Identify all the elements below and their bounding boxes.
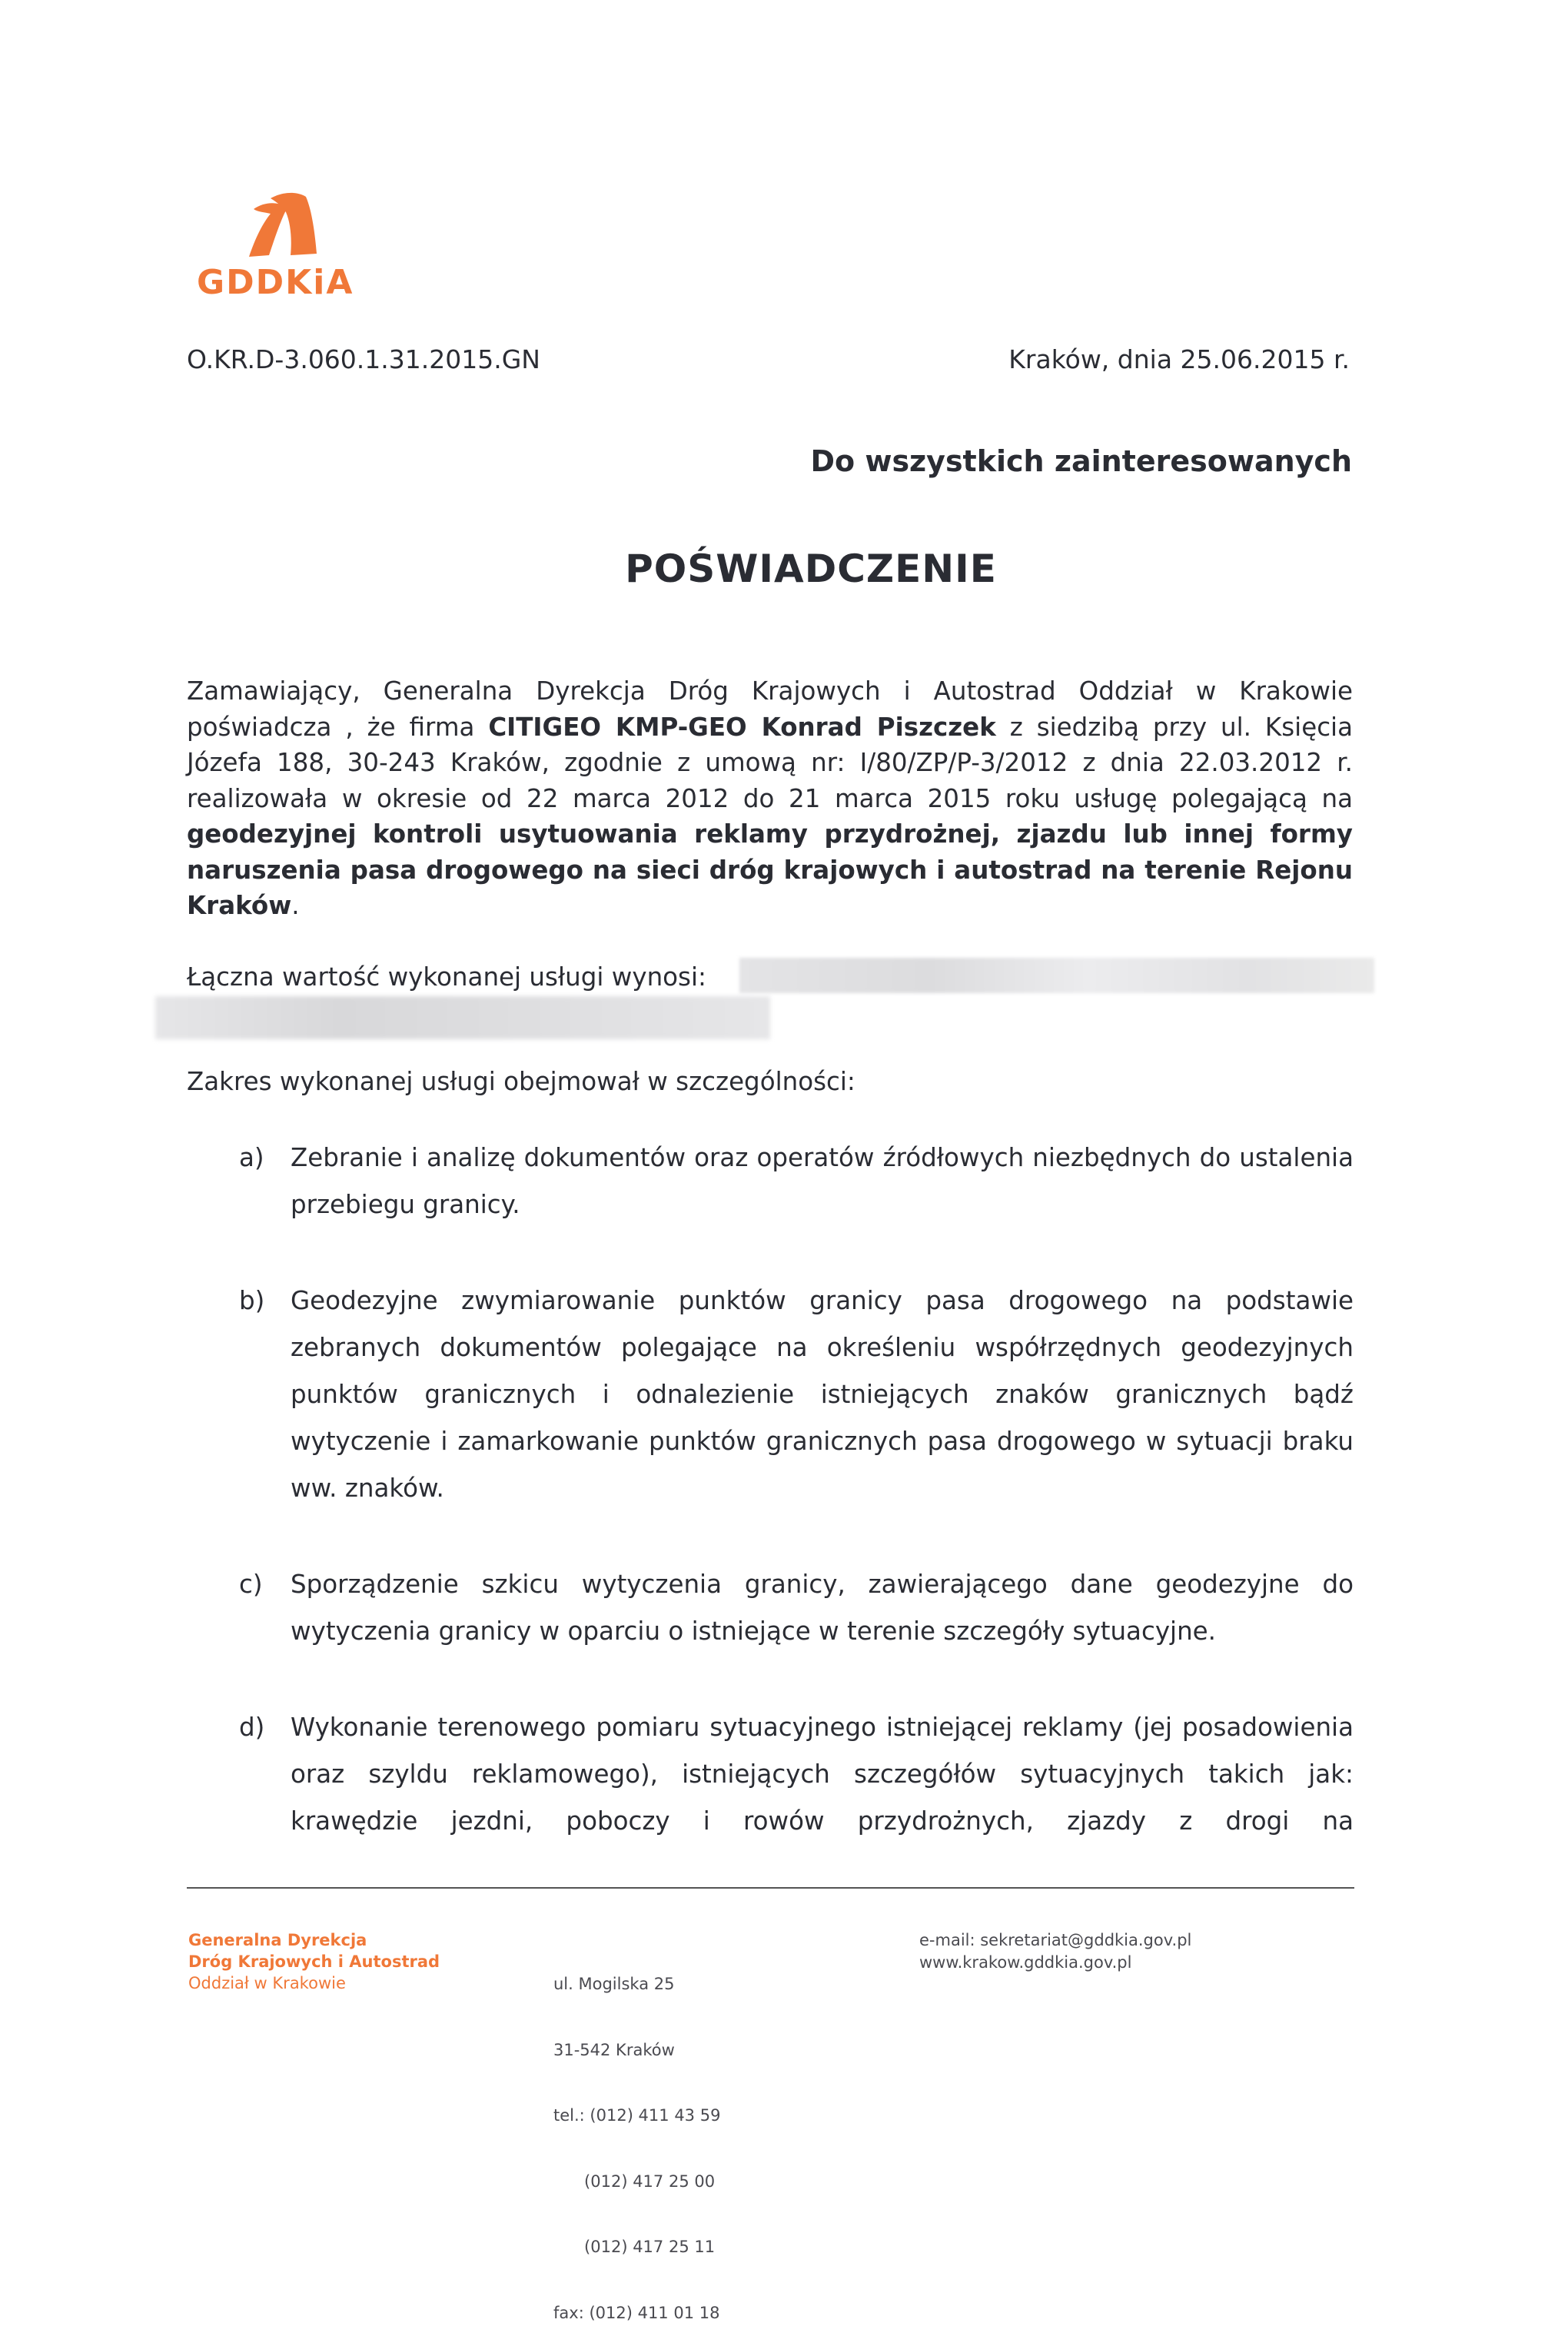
phone-2: (012) 417 25 00: [553, 2172, 716, 2191]
paragraph-text: z siedzibą przy ul. Księcia Józefa 188, 30-243 Kraków, zgodnie z umową nr: I/80/ZP/P-3/2012 z dnia 22.03.2012 r. realizowała w okresie od 22 marca 2012 do 21 marca 2015 roku usługę polegającą na: [187, 712, 1354, 813]
service-description: geodezyjnej kontroli usytuowania reklamy przydrożnej, zjazdu lub innej formy naruszenia pasa drogowego na sieci dróg krajowych i autostrad na terenie Rejonu Kraków: [187, 819, 1353, 920]
list-item-label: b): [239, 1286, 265, 1315]
website-link[interactable]: www.krakow.gddkia.gov.pl: [919, 1952, 1132, 1972]
list-item-text: Zebranie i analizę dokumentów oraz operatów źródłowych niezbędnych do ustalenia przebiegu granicy.: [291, 1143, 1354, 1219]
org-line-1: Generalna Dyrekcja: [188, 1931, 367, 1949]
list-item: [239, 1561, 1354, 1655]
list-item: [239, 1704, 1354, 1845]
list-item-text: Wykonanie terenowego pomiaru sytuacyjnego istniejącej reklamy (jej posadowienia oraz szyldu reklamowego), istniejących szczegółów sytuacyjnych takich jak: krawędzie jezdni, poboczy i rowów przydrożnych, zjazdy z drogi na: [291, 1713, 1354, 1836]
footer-divider: [187, 1887, 1354, 1889]
redacted-value: [739, 958, 1374, 993]
scope-list: [239, 1135, 1354, 1894]
org-line-3: Oddział w Krakowie: [188, 1974, 346, 1992]
list-item-label: a): [239, 1143, 264, 1172]
footer-organization: [188, 1929, 440, 1994]
list-item-label: c): [239, 1570, 263, 1599]
fax: fax: (012) 411 01 18: [553, 2303, 720, 2322]
paragraph-end: .: [291, 891, 300, 920]
footer-address: [553, 1929, 720, 2346]
road-logo-icon: [247, 192, 318, 257]
footer-contact: [919, 1929, 1191, 1973]
list-item-text: Geodezyjne zwymiarowanie punktów granicy pasa drogowego na podstawie zebranych dokumentów polegające na określeniu współrzędnych geodezyjnych punktów granicznych i odnalezienie istniejących znaków granicznych bądź wytyczenie i zamarkowanie punktów granicznych pasa drogowego w sytuacji braku ww. znaków.: [291, 1286, 1354, 1503]
phone-1: tel.: (012) 411 43 59: [553, 2106, 721, 2125]
certification-paragraph: [187, 673, 1353, 924]
street: ul. Mogilska 25: [553, 1975, 675, 1993]
addressee: Do wszystkich zainteresowanych: [810, 444, 1352, 478]
list-item: [239, 1135, 1354, 1228]
list-item-label: d): [239, 1713, 265, 1742]
document-date: Kraków, dnia 25.06.2015 r.: [1008, 344, 1350, 374]
org-line-2: Dróg Krajowych i Autostrad: [188, 1952, 440, 1971]
redacted-value-continued: [155, 996, 770, 1039]
phone-3: (012) 417 25 11: [553, 2238, 716, 2256]
logo-text: GDDKiA: [197, 263, 354, 302]
list-item-text: Sporządzenie szkicu wytyczenia granicy, zawierającego dane geodezyjne do wytyczenia granicy w oparciu o istniejące w terenie szczegóły sytuacyjne.: [291, 1570, 1354, 1646]
scope-intro: Zakres wykonanej usługi obejmował w szczególności:: [187, 1067, 855, 1096]
paragraph-text: Zamawiający, Generalna Dyrekcja Dróg Krajowych i Autostrad Oddział w Krakowie poświadcza , że firma: [187, 676, 1353, 742]
company-name: CITIGEO KMP-GEO Konrad Piszczek: [488, 712, 996, 742]
city: 31-542 Kraków: [553, 2040, 675, 2059]
total-value-label: Łączna wartość wykonanej usługi wynosi:: [187, 962, 706, 992]
email-link[interactable]: e-mail: sekretariat@gddkia.gov.pl: [919, 1931, 1192, 1949]
list-item: [239, 1278, 1354, 1512]
page-title: POŚWIADCZENIE: [625, 547, 997, 591]
document-reference: O.KR.D-3.060.1.31.2015.GN: [187, 344, 540, 374]
